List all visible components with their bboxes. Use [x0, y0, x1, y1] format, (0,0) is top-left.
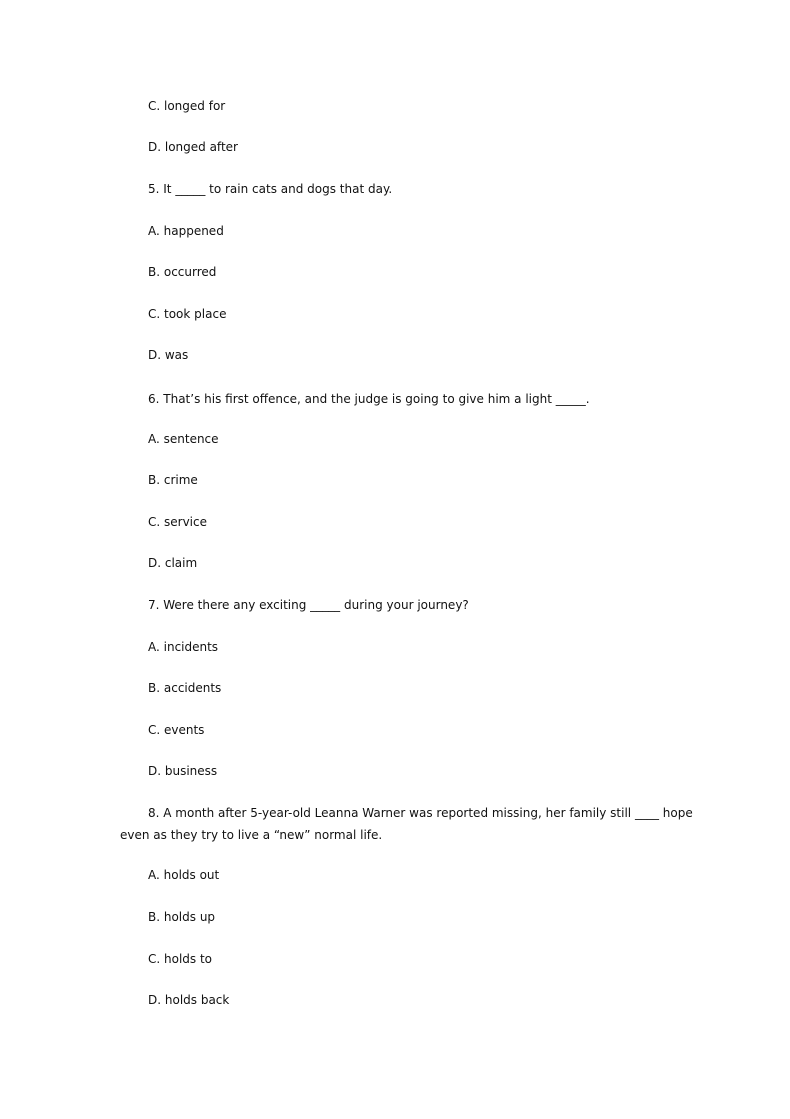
question-8-line-1: 8. A month after 5-year-old Leanna Warner was reported missing, her family still ____ hope — [148, 806, 693, 820]
option-c-q5: C. took place — [148, 307, 227, 321]
question-6: 6. That’s his first offence, and the judge is going to give him a light _____. — [148, 392, 590, 406]
option-b-q5: B. occurred — [148, 265, 217, 279]
option-d-q4: D. longed after — [148, 140, 238, 154]
option-b-q6: B. crime — [148, 473, 198, 487]
option-c-q4: C. longed for — [148, 99, 226, 113]
question-7: 7. Were there any exciting _____ during your journey? — [148, 598, 469, 612]
option-d-q5: D. was — [148, 348, 189, 362]
option-a-q6: A. sentence — [148, 432, 219, 446]
option-d-q8: D. holds back — [148, 993, 230, 1007]
option-c-q8: C. holds to — [148, 952, 213, 966]
option-d-q6: D. claim — [148, 556, 198, 570]
question-8-line-2: even as they try to live a “new” normal life. — [120, 828, 383, 842]
option-b-q8: B. holds up — [148, 910, 216, 924]
option-b-q7: B. accidents — [148, 681, 222, 695]
option-a-q8: A. holds out — [148, 868, 220, 882]
option-c-q7: C. events — [148, 723, 205, 737]
option-a-q7: A. incidents — [148, 640, 219, 654]
option-d-q7: D. business — [148, 764, 218, 778]
option-a-q5: A. happened — [148, 224, 224, 238]
option-c-q6: C. service — [148, 515, 207, 529]
question-5: 5. It _____ to rain cats and dogs that day. — [148, 182, 393, 196]
